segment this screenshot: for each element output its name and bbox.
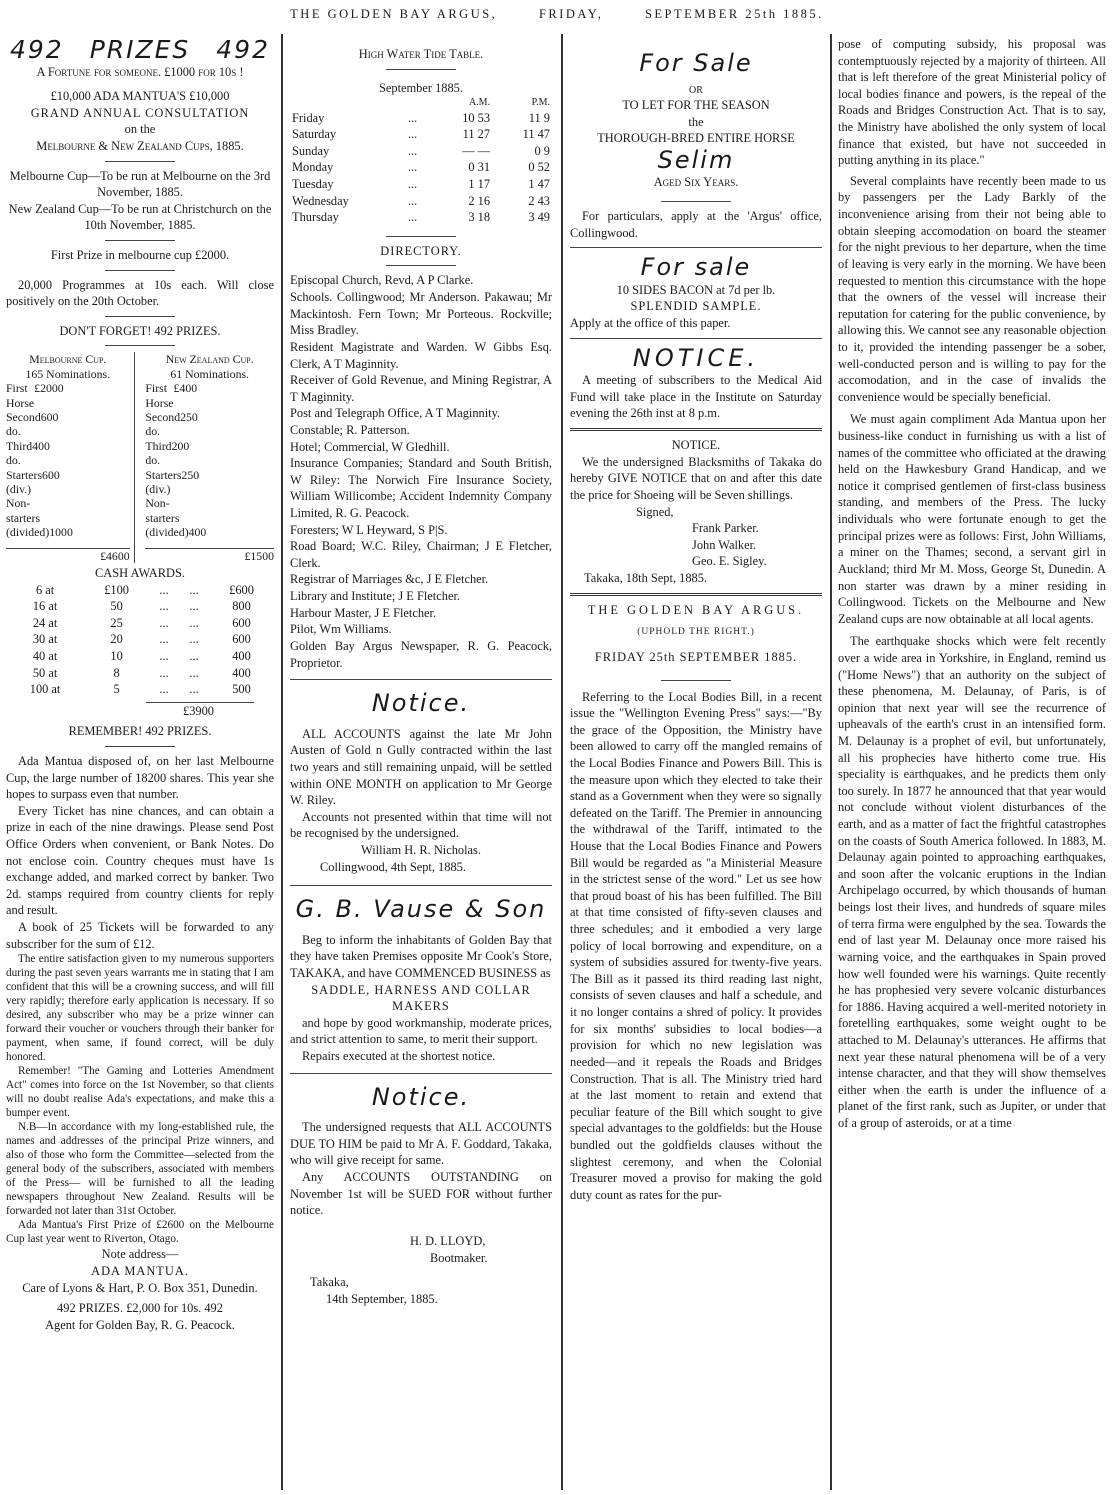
first-prize: First Prize in melbourne cup £2000. — [50, 247, 230, 262]
directory-entry: Post and Telegraph Office, A T Maginnity. — [290, 406, 501, 421]
consultation-on: on the — [124, 122, 156, 137]
footer-agent: Agent for Golden Bay, R. G. Peacock. — [45, 1317, 235, 1332]
directory-title: DIRECTORY. — [380, 243, 462, 258]
earthquake-para: The earthquake shocks which were felt recently over a wide area in Yorkshire, in England, remind us ("Home News") that an authority on the subject of these phenomena, M. Delaunay, of Paris, is of opinion that next year will see the recurrence of upheavals of the earth's crust in an intensified form. M. Delaunay is a prophet of evil, but unfortunately, all his prophecies have hitherto come true. His speciality is earthquakes, and he predicts them only too surely. In 1877 he announced that that year would not conclude without violent disturbances of the earth, and as a matter of fact the frightful catastrophes on the coasts of South America followed. In 1883, M. Delaunay again pointed to approaching earthquakes, and soon after the volcanic eruptions in the Indian Archipelago occurred, by which thousands of human beings lost their lives, and hundreds of square miles of terra firma were engulphed by the sea. Towards the end of last year M. Delaunay once more raised his warning voice, and the earthquakes in Spain proved how well founded were his warnings. Quite recently he has prophesied very severe volcanic disturbances for 1886. Having acquired a well-merited notoriety in foretelling earthquakes, some weight ought to be attached to M. Delaunay's utterances. He affirms that next year these natural phenomena will be of a very intense character, and that they will show themselves either when the earth is under the influence of a planet of the first rank, such as Jupiter, or under that of a group of asteroids, or at a time — [838, 634, 1106, 1130]
column-rule — [561, 34, 563, 1490]
issue-day: FRIDAY, — [538, 7, 604, 21]
ada-para-4: The entire satisfaction given to my numerous supporters during the past seven years warrants me in stating that I am confident that this will be a crowning success, and will fill very rapidly; therefore early application is necessary. If so desired, any subscriber who may be a prize winner can forward their voucher or vouchers through their banker for payment, when same, if found correct, will be duly honored. — [6, 953, 274, 1064]
directory-entry: Episcopal Church, Revd, A P Clarke. — [290, 273, 474, 288]
dont-forget: DON'T FORGET! 492 PRIZES. — [59, 323, 221, 338]
directory-entry: Schools. Collingwood; Mr Anderson. Pakawau; Mr Mackintosh. Fern Town; Mr Porteous. Rockville; Miss Bradley. — [290, 290, 552, 338]
sample-line: SPLENDID SAMPLE. — [630, 299, 762, 314]
cash-awards-title: CASH AWARDS. — [95, 565, 185, 580]
editorial-paper-name: THE GOLDEN BAY ARGUS. — [587, 602, 805, 617]
directory-entry: Constable; R. Patterson. — [290, 422, 410, 437]
directory-entry: Foresters; W L Heyward, S P|S. — [290, 522, 448, 537]
fortune-line: A Fortune for someone. £1000 for 10s ! — [36, 64, 244, 79]
cup-prize-row: First Horse £2000 — [6, 381, 64, 410]
cup-prize-row: (divided) 1000 — [6, 525, 73, 540]
directory-entry: Pilot, Wm Williams. — [290, 622, 392, 637]
notice-heading: Notice. — [371, 689, 471, 718]
directory-entry: Library and Institute; J E Fletcher. — [290, 589, 460, 604]
directory-entry: Registrar of Marriages &c, J E Fletcher. — [290, 572, 489, 587]
cup-prize-tables — [6, 352, 274, 562]
tide-row: Thursday ... 3 18 3 49 — [292, 210, 550, 225]
cash-award-row: 100 at 5 ... ... 500 — [29, 682, 251, 697]
cup-prize-row: Non-starters — [145, 496, 180, 525]
tide-row: Tuesday ... 1 17 1 47 — [292, 177, 550, 192]
lady-barkly-para: Several complaints have recently been made to us by passengers per the Lady Barkly of the inconvenience arising from their not being able to obtain sleeping accomodation on board the steamer for the night previous to her departure, when the time of leaving is very early in the morning. We have been requested to mention this circumstance with the hope that the owners of the vessel will increase their reputation for catering for the public convenience, by allowing this. We cannot see any reasonable objection to it, provided the intending passenger be a sober, well-conducted person and is willing to pay for the accomodation, and in the case of invalids the convenience would be specially beneficial. — [838, 173, 1106, 404]
signatory-2: John Walker. — [692, 537, 757, 552]
selim-name: Selim — [657, 145, 735, 174]
cash-award-row: 6 at £100 ... ... £600 — [35, 582, 254, 597]
melbourne-cup-table: Melbourne Cup. 165 Nominations. First Horse £2000 Second do. 600 Third do. 400 Starters (div.) 600 Non-starters (divided) 1000 £4600 — [6, 352, 135, 562]
medical-aid-notice: A meeting of subscribers to the Medical Aid Fund will take place in the Institute on Saturday evening the 26th inst at 8 p.m. — [570, 373, 822, 421]
editorial-continued: pose of computing subsidy, his proposal was contemptuously rejected by a majority of thirteen. All that is left therefore of the great Ministerial policy of local bodies finance and powers, is the repeal of the Roads and Bridges Construction Act. That is to say, the Ministry have abolished the only system of local finance that existed, but have not succeeded in putting anything in its place." — [838, 37, 1106, 168]
directory-entry: Harbour Master, J E Fletcher. — [290, 605, 437, 620]
lloyd-signature: H. D. LLOYD, — [410, 1233, 486, 1248]
directory-entry: Insurance Companies; Standard and South British, W Riley: The Norwich Fire Insurance Society, William Willicombe; Accident Indemnity Company Limited, R. G. Peacock. — [290, 456, 552, 521]
notice-lloyd-b: Any ACCOUNTS OUTSTANDING on November 1st will be SUED FOR without further notice. — [290, 1170, 552, 1218]
blacksmith-notice-title: NOTICE. — [671, 438, 721, 453]
tide-row: Saturday ... 11 27 11 47 — [292, 127, 550, 142]
consultation-cups: Melbourne & New Zealand Cups, 1885. — [36, 138, 244, 153]
programmes-note: 20,000 Programmes at 10s each. Will close positively on the 20th October. — [6, 277, 274, 309]
directory-entry: Road Board; W.C. Riley, Chairman; J E Fletcher, Clerk. — [290, 539, 552, 570]
ada-para-3: A book of 25 Tickets will be forwarded to any subscriber for the sum of £12. — [6, 920, 274, 951]
consultation-title: GRAND ANNUAL CONSULTATION — [30, 105, 250, 120]
cup-prize-row: Second do. 600 — [6, 409, 59, 439]
consultation-line: £10,000 ADA MANTUA'S £10,000 — [50, 89, 230, 104]
signatory-3: Geo. E. Sigley. — [692, 554, 767, 569]
sale-apply: For particulars, apply at the 'Argus' office, Collingwood. — [570, 209, 822, 240]
notice-lloyd: The undersigned requests that ALL ACCOUNTS DUE TO HIM be paid to Mr A. F. Goddard, Takaka, who will give receipt for same. — [290, 1120, 552, 1168]
directory-list — [290, 272, 552, 671]
for-sale-heading: For Sale — [639, 49, 753, 77]
tide-row: Wednesday ... 2 16 2 43 — [292, 193, 550, 208]
note-address: Note address— — [101, 1247, 179, 1262]
to-let-line: TO LET FOR THE SEASON — [622, 97, 770, 112]
notice-austen-signature: William H. R. Nicholas. — [361, 842, 481, 857]
ada-para-2: Every Ticket has nine chances, and can obtain a prize in each of the nine drawings. Please send Post Office Orders when convenient, or Bank Notes. Do not enclose coin. Country cheques must have 1s exchange added, and marked correct by banker. Two 2d. stamps required from country clients for reply and result. — [6, 803, 274, 918]
footer-prizes: 492 PRIZES. £2,000 for 10s. 492 — [57, 1301, 223, 1316]
cup-prize-row: First Horse £400 — [145, 381, 198, 410]
directory-entry: Hotel; Commercial, W Gledhill. — [290, 439, 450, 454]
column-rule — [830, 34, 832, 1490]
cash-total: £3900 — [146, 702, 254, 720]
editorial-motto: (UPHOLD THE RIGHT.) — [637, 627, 755, 638]
lloyd-place: Takaka, — [310, 1275, 349, 1290]
cup-prize-row: Non-starters — [6, 496, 41, 525]
cash-award-row: 40 at 10 ... ... 400 — [32, 648, 251, 663]
lloyd-date: 14th September, 1885. — [326, 1291, 438, 1306]
remember-line: REMEMBER! 492 PRIZES. — [68, 724, 212, 739]
directory-entry: Resident Magistrate and Warden. W Gibbs Esq. Clerk, A T Maginnity. — [290, 339, 552, 371]
signatory-1: Frank Parker. — [692, 521, 759, 536]
blacksmith-notice: We the undersigned Blacksmiths of Takaka do hereby GIVE NOTICE that on and after this date the price for Shoeing will be Seven shillings. — [570, 454, 822, 502]
notice2-heading: Notice. — [371, 1082, 471, 1111]
directory-entry: Golden Bay Argus Newspaper, R. G. Peacock, Proprietor. — [290, 638, 552, 670]
cash-award-row: 30 at 20 ... ... 600 — [32, 632, 251, 647]
cup-prize-row: Third do. 400 — [6, 438, 50, 468]
tide-table: A.M. P.M. Friday ... 10 53 11 9 Saturday ... 11 27 11 47 Sunday ... — — 0 9 Monday ... 0 31 0 52 Tuesday ... 1 17 1 47 Wednesday ... 2 16 2 43 Thursday ... 3 18 3 49 — [292, 97, 550, 225]
ada-mantua-para: We must again compliment Ada Mantua upon her business-like conduct in furnishing us with a list of names of the committee who officiated at the drawing held on the Hawkesbury Grand Handicap, and we notice it comprised gentlemen of first-class business standing, and members of the Press. The lucky individuals who were fortunate enough to get the principal prizes were as follows: First, John Williams, a miner on the Thames; second, a servant girl in Auckland; third Mr M. Moss, George St, Dunedin. A non starter was drawn by a miner residing in Collingwood. Tickets on the Melbourne and New Zealand cups are now obtainable at all local agents. — [838, 412, 1106, 626]
or-line: OR — [689, 84, 703, 96]
cash-award-row: 16 at 50 ... ... 800 — [32, 599, 251, 614]
signed-label: Signed, — [636, 504, 674, 519]
cup-prize-row: (divided) 400 — [145, 525, 207, 540]
tide-title: High Water Tide Table. — [358, 47, 484, 61]
ada-para-1: Ada Mantua disposed of, on her last Melbourne Cup, the large number of 18200 shares. This year she hopes to surpass even that number. — [6, 753, 274, 802]
cup-prize-row: Second do. 250 — [145, 409, 198, 439]
notice-austen: ALL ACCOUNTS against the late Mr John Austen of Gold n Gully contracted within the last two years and still remaining unpaid, will be settled within ONE MONTH on application to Mr George W. Riley. — [290, 726, 552, 808]
ada-para-6: N.B—In accordance with my long-established rule, the names and addresses of the principal Prize winners, and also of those who form the Committee—selected from the general body of the subscribers, associated with members of the Press— will be furnished to all the leading newspapers throughout New Zealand. Results will be forwarded not later than 31st October. — [6, 1121, 274, 1218]
ada-name: ADA MANTUA. — [91, 1263, 189, 1278]
notice-austen-date: Collingwood, 4th Sept, 1885. — [320, 859, 466, 874]
prizes-headline: 492 PRIZES 492 — [10, 36, 270, 64]
directory-entry: Receiver of Gold Revenue, and Mining Registrar, A T Maginnity. — [290, 373, 552, 404]
column-4 — [838, 36, 1106, 1488]
vause-heading: G. B. Vause & Son — [295, 895, 547, 924]
notice-austen-b: Accounts not presented within that time will not be recognised by the undersigned. — [290, 809, 552, 841]
ada-address: Care of Lyons & Hart, P. O. Box 351, Dunedin. — [22, 1280, 258, 1295]
column-rule — [281, 34, 283, 1490]
editorial-local-bodies: Referring to the Local Bodies Bill, in a recent issue the "Wellington Evening Press" says:—"By the grace of the Opposition, the Ministry have been allowed to carry off the mangled remains of the Local Bodies Finance and Powers Bill. This is the measure upon which they elected to take their stand as a Government when they were so signally defeated on the Tariff. The Premier in announcing the withdrawal of the Tariff, intimated to the House that the Local Bodies Finance and Powers Bill would be regarded as "a Ministerial Measure in the strictest sense of the word." Let us see how that proud boast of his has been fulfilled. The Bill at that time consisted of fifty-seven clauses and three schedules; and it embodied a very large policy of local borrowing and expenditure, on a system of subsidies assured for twenty-five years. The Bill as it passed its third reading last night, consists of seven clauses and half a schedule, and it no longer contains a shred of policy. It provides for six months' subsidies to local bodies—a provision for which no new legislation was needed—and it repeals the Roads and Bridges Construction. That is all. The Ministry tried hard at the last moment to retain and extend that peculiar feature of the Bill which sought to give special advantages to the goldfields: but the House bundled out the goldfields clauses without the slightest ceremony, and when the Colonial Treasurer moved a proviso for making the gold duty count as rates for the pur- — [570, 689, 822, 1202]
cash-award-row: 50 at 8 ... ... 400 — [32, 665, 251, 680]
cup-prize-row: Starters (div.) 600 — [6, 467, 60, 496]
tide-row: Friday ... 10 53 11 9 — [292, 110, 550, 125]
tide-month: September 1885. — [379, 80, 463, 95]
the-line: the — [688, 114, 704, 129]
notice-meeting-heading: NOTICE. — [632, 343, 760, 372]
blacksmith-date: Takaka, 18th Sept, 1885. — [584, 570, 708, 585]
tide-row: Sunday ... — — 0 9 — [292, 143, 550, 158]
nz-cup-table: New Zealand Cup. 61 Nominations. First Horse £400 Second do. 250 Third do. 200 Starters (div.) 250 Non-starters (divided) 400 £1500 — [145, 352, 274, 563]
vause-trade: SADDLE, HARNESS AND COLLAR MAKERS — [311, 982, 531, 1014]
column-1 — [6, 36, 274, 1488]
aged-line: Aged Six Years. — [653, 175, 739, 190]
paper-name: THE GOLDEN BAY ARGUS, — [290, 7, 498, 21]
column-3 — [570, 36, 822, 1488]
column-2 — [290, 36, 552, 1488]
cash-award-row: 24 at 25 ... ... 600 — [32, 615, 251, 630]
ada-para-5: Remember! "The Gaming and Lotteries Amendment Act" comes into force on the 1st November, so that clients will no doubt realise Ada's expectations, and make this a bumper event. — [6, 1065, 274, 1120]
cup-prize-row: Starters (div.) 250 — [145, 467, 200, 496]
cash-awards-table — [6, 582, 274, 698]
issue-date: SEPTEMBER 25th 1885. — [644, 7, 824, 21]
vause-repairs: Repairs executed at the shortest notice. — [302, 1049, 496, 1064]
masthead — [0, 6, 1114, 28]
editorial-date: FRIDAY 25th SEPTEMBER 1885. — [594, 649, 798, 664]
for-sale-bacon-heading: For sale — [640, 253, 752, 282]
cup-prize-row: Third do. 200 — [145, 438, 190, 468]
melbourne-cup-date: Melbourne Cup—To be run at Melbourne on the 3rd November, 1885. — [9, 168, 271, 200]
vause-hope: and hope by good workmanship, moderate prices, and strict attention to same, to merit their support. — [290, 1015, 552, 1047]
tide-row: Monday ... 0 31 0 52 — [292, 160, 550, 175]
bacon-apply: Apply at the office of this paper. — [570, 316, 731, 331]
nz-cup-date: New Zealand Cup—To be run at Christchurch on the 10th November, 1885. — [8, 201, 272, 233]
lloyd-role: Bootmaker. — [430, 1250, 488, 1265]
bacon-line: 10 SIDES BACON at 7d per lb. — [616, 282, 776, 297]
horse-line: THOROUGH-BRED ENTIRE HORSE — [597, 131, 795, 146]
ada-para-7: Ada Mantua's First Prize of £2600 on the Melbourne Cup last year went to Riverton, Otago. — [6, 1219, 274, 1246]
vause-intro: Beg to inform the inhabitants of Golden Bay that they have taken Premises opposite Mr Cook's Store, TAKAKA, and have COMMENCED BUSINESS as — [290, 932, 552, 980]
